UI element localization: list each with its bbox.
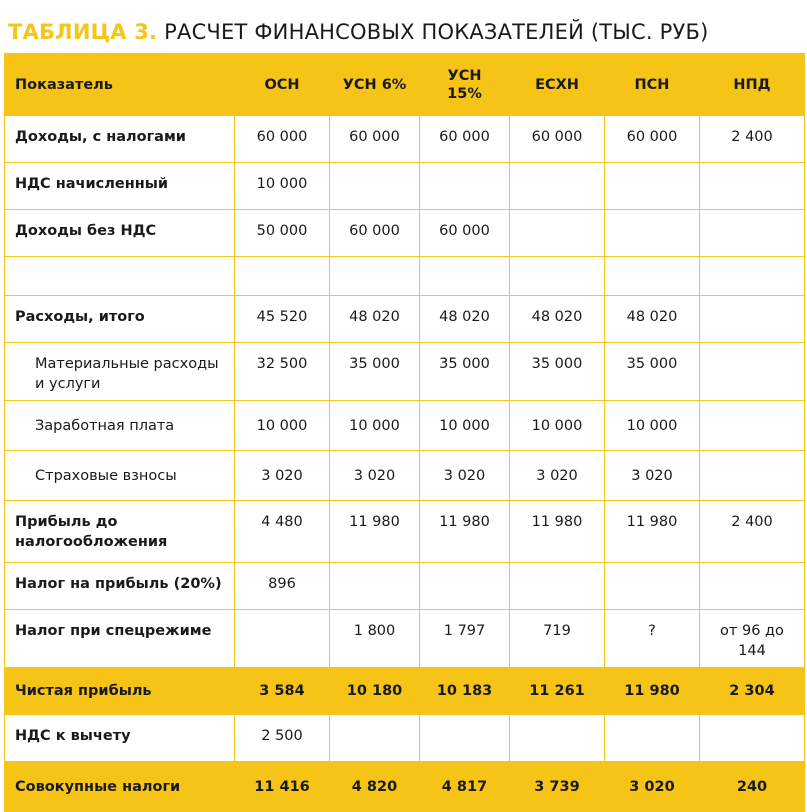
table-cell: 11 980	[510, 501, 605, 563]
table-cell	[420, 163, 510, 210]
table-cell: от 96 до 144	[700, 610, 805, 668]
column-header: ОСН	[235, 54, 330, 116]
table-cell	[605, 563, 700, 610]
row-label: Доходы, с налогами	[5, 116, 235, 163]
table-cell: 10 000	[420, 401, 510, 451]
table-cell: 2 304	[700, 668, 805, 715]
table-cell: 896	[235, 563, 330, 610]
empty-cell	[5, 257, 235, 296]
table-cell: 10 183	[420, 668, 510, 715]
table-cell: 2 400	[700, 501, 805, 563]
table-cell: 60 000	[510, 116, 605, 163]
table-row	[5, 116, 805, 163]
table-cell	[700, 163, 805, 210]
row-label: Прибыль до налогообложения	[5, 501, 235, 563]
table-cell	[700, 296, 805, 343]
table-cell: 11 416	[235, 762, 330, 812]
spacer-row	[5, 257, 805, 296]
table-cell: 4 817	[420, 762, 510, 812]
table-cell: 3 020	[330, 451, 420, 501]
table-cell: 11 980	[605, 501, 700, 563]
table-row	[5, 715, 805, 762]
table-cell: 50 000	[235, 210, 330, 257]
table-cell: 11 261	[510, 668, 605, 715]
column-header: НПД	[700, 54, 805, 116]
table-cell: 1 797	[420, 610, 510, 668]
table-cell: 3 020	[235, 451, 330, 501]
row-label: Страховые взносы	[5, 451, 235, 501]
table-cell: 48 020	[605, 296, 700, 343]
table-cell: 35 000	[420, 343, 510, 401]
table-row	[5, 501, 805, 563]
table-cell	[700, 451, 805, 501]
table-cell: 4 480	[235, 501, 330, 563]
table-cell: 10 180	[330, 668, 420, 715]
table-cell	[420, 715, 510, 762]
empty-cell	[235, 257, 330, 296]
table-cell: 2 500	[235, 715, 330, 762]
table-cell: 11 980	[330, 501, 420, 563]
empty-cell	[700, 257, 805, 296]
table-cell	[510, 563, 605, 610]
table-cell: 60 000	[235, 116, 330, 163]
table-cell	[605, 163, 700, 210]
table-cell	[510, 163, 605, 210]
table-row	[5, 563, 805, 610]
table-cell	[510, 715, 605, 762]
table-cell: 32 500	[235, 343, 330, 401]
column-header: УСН 6%	[330, 54, 420, 116]
table-cell: 719	[510, 610, 605, 668]
table-cell: 10 000	[330, 401, 420, 451]
table-cell: 35 000	[330, 343, 420, 401]
table-row	[5, 296, 805, 343]
row-label: Налог при спецрежиме	[5, 610, 235, 668]
table-cell	[700, 401, 805, 451]
table-cell: 240	[700, 762, 805, 812]
table-cell	[330, 163, 420, 210]
table-cell: 2 400	[700, 116, 805, 163]
table-cell: 1 800	[330, 610, 420, 668]
table-caption: РАСЧЕТ ФИНАНСОВЫХ ПОКАЗАТЕЛЕЙ (ТЫС. РУБ)	[164, 20, 709, 44]
table-cell: 60 000	[420, 116, 510, 163]
table-cell	[605, 210, 700, 257]
table-cell: ?	[605, 610, 700, 668]
table-cell	[420, 563, 510, 610]
table-cell: 60 000	[605, 116, 700, 163]
table-cell	[510, 210, 605, 257]
table-row	[5, 762, 805, 812]
empty-cell	[510, 257, 605, 296]
table-cell: 4 820	[330, 762, 420, 812]
header-row	[5, 54, 805, 116]
table-cell: 10 000	[235, 163, 330, 210]
empty-cell	[420, 257, 510, 296]
table-cell: 48 020	[330, 296, 420, 343]
table-cell: 3 584	[235, 668, 330, 715]
column-header: УСН 15%	[420, 54, 510, 116]
row-label: Расходы, итого	[5, 296, 235, 343]
table-cell: 10 000	[605, 401, 700, 451]
table-title	[8, 20, 709, 44]
table-cell: 3 020	[420, 451, 510, 501]
table-row	[5, 610, 805, 668]
table-cell: 45 520	[235, 296, 330, 343]
table-row	[5, 210, 805, 257]
column-header: ПСН	[605, 54, 700, 116]
table-cell: 48 020	[420, 296, 510, 343]
table-cell	[700, 563, 805, 610]
row-label: Доходы без НДС	[5, 210, 235, 257]
column-header: Показатель	[5, 54, 235, 116]
table-row	[5, 668, 805, 715]
empty-cell	[605, 257, 700, 296]
table-cell: 35 000	[510, 343, 605, 401]
row-label: НДС к вычету	[5, 715, 235, 762]
table-cell: 10 000	[510, 401, 605, 451]
table-cell: 48 020	[510, 296, 605, 343]
table-cell: 60 000	[330, 210, 420, 257]
row-label: Чистая прибыль	[5, 668, 235, 715]
table-number: ТАБЛИЦА 3.	[8, 20, 158, 44]
row-label: Налог на прибыль (20%)	[5, 563, 235, 610]
table-cell	[605, 715, 700, 762]
row-label: Совокупные налоги	[5, 762, 235, 812]
table-cell: 60 000	[330, 116, 420, 163]
column-header: ЕСХН	[510, 54, 605, 116]
table-cell: 60 000	[420, 210, 510, 257]
row-label: Заработная плата	[5, 401, 235, 451]
table-row	[5, 401, 805, 451]
table-cell: 3 739	[510, 762, 605, 812]
table-cell	[700, 343, 805, 401]
table-cell	[700, 715, 805, 762]
table-row	[5, 343, 805, 401]
table-cell: 3 020	[510, 451, 605, 501]
table-cell	[330, 715, 420, 762]
table-row	[5, 451, 805, 501]
row-label: Материальные расходы и услуги	[5, 343, 235, 401]
financial-table	[4, 53, 805, 812]
empty-cell	[330, 257, 420, 296]
table-cell: 10 000	[235, 401, 330, 451]
table-cell: 3 020	[605, 762, 700, 812]
table-cell	[700, 210, 805, 257]
table-cell	[330, 563, 420, 610]
table-cell: 35 000	[605, 343, 700, 401]
table-cell: 11 980	[605, 668, 700, 715]
table-cell: 11 980	[420, 501, 510, 563]
row-label: НДС начисленный	[5, 163, 235, 210]
table-row	[5, 163, 805, 210]
table-cell: 3 020	[605, 451, 700, 501]
table-cell	[235, 610, 330, 668]
